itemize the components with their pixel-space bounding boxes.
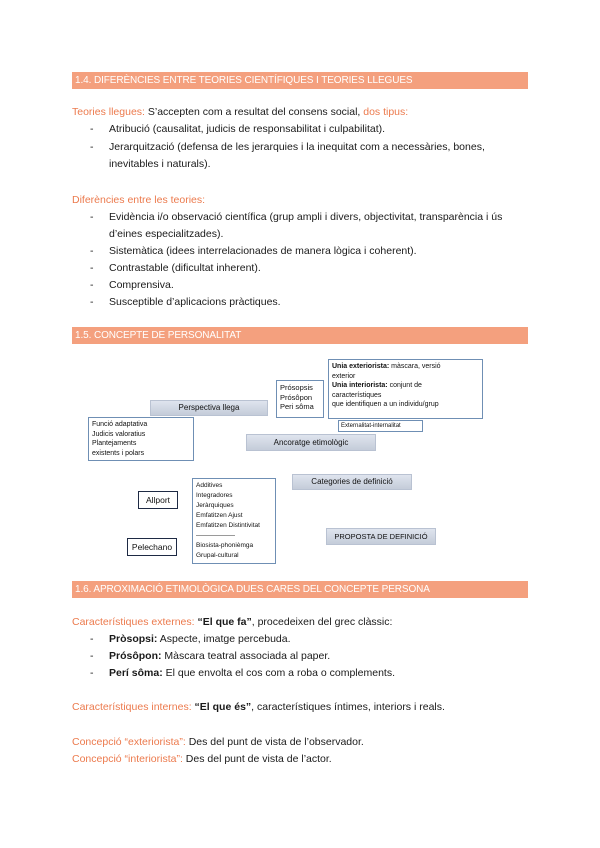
caract-externes-bold: “El que fa”	[194, 616, 252, 628]
unia-int-text: conjunt de	[387, 382, 422, 389]
list-item	[0, 294, 600, 311]
list-item-text: inevitables i naturals).	[109, 158, 211, 170]
additives-box	[192, 478, 276, 564]
list-item-text: Sistemàtica (idees interrelacionades de manera lògica i coherent).	[109, 245, 417, 257]
funcio-line: existents i polars	[92, 449, 145, 457]
additives-line: Biosista-phonièmga	[196, 542, 254, 549]
bullet-dash: -	[90, 245, 94, 257]
list-item-text: d’eines especialitzades).	[109, 228, 224, 240]
caract-externes-text: , procedeixen del grec clàssic:	[251, 616, 393, 628]
ext-int-box: Externalitat-internalitat	[338, 420, 423, 432]
concepcio-ext-label: Concepció “exteriorista”:	[72, 736, 186, 748]
unia-int-line	[332, 381, 479, 391]
list-item-text	[109, 648, 528, 665]
list-item-text	[109, 665, 528, 682]
caract-externes-line	[72, 614, 528, 631]
section-header-1-5: 1.5. CONCEPTE DE PERSONALITAT	[72, 327, 528, 344]
teories-llegues-label: Teories llegues:	[72, 106, 145, 118]
allport-box: Allport	[138, 491, 178, 509]
concepcio-ext-line	[72, 734, 528, 751]
caract-internes-text: , característiques íntimes, interiors i reals.	[251, 701, 445, 713]
unia-box	[328, 359, 483, 419]
proposta-box: PROPOSTA DE DEFINICIÓ	[326, 528, 436, 545]
unia-ext-line-2: exterior	[332, 372, 356, 380]
additives-line: Additives	[196, 482, 223, 489]
funcio-box	[88, 417, 194, 461]
unia-int-line-3: que identifiquen a un individu/grup	[332, 401, 439, 408]
concepcio-ext-text: Des del punt de vista de l’observador.	[185, 736, 364, 748]
unia-ext-line	[332, 362, 479, 372]
list-item	[0, 260, 600, 277]
funcio-line: Funció adaptativa	[92, 421, 148, 428]
dos-tipus: dos tipus:	[363, 106, 409, 118]
list-item	[0, 139, 600, 173]
list-item-text: Contrastable (dificultat inherent).	[109, 262, 261, 274]
bullet-dash: -	[90, 211, 94, 223]
bullet-dash: -	[90, 296, 94, 308]
unia-int-line-2: característiques	[332, 391, 382, 399]
term: Perí sôma:	[109, 667, 163, 679]
list-item-text	[109, 631, 528, 648]
additives-line: Emfatitzen Distintivitat	[196, 522, 260, 529]
term-prosopon: Prósôpon	[280, 392, 313, 402]
caract-externes-label: Característiques externes:	[72, 616, 195, 628]
categories-box: Categories de definició	[292, 474, 412, 490]
bullet-dash: -	[90, 123, 94, 135]
term-perisoma: Peri sôma	[280, 402, 314, 411]
concepcio-int-label: Concepció “interiorista”:	[72, 753, 183, 765]
diferencies-label: Diferències entre les teories:	[72, 194, 206, 206]
caract-internes-label: Característiques internes:	[72, 701, 192, 713]
section-header-1-6: 1.6. APROXIMACIÓ ETIMOLÒGICA DUES CARES DEL CONCEPTE PERSONA	[72, 581, 528, 598]
term: Pròsopsi:	[109, 633, 158, 645]
bullet-dash: -	[90, 262, 94, 274]
list-item-text: Susceptible d’aplicacions pràctiques.	[109, 296, 281, 308]
list-item-text: Evidència i/o observació científica (grup ampli i divers, objectivitat, transparència i ús	[109, 211, 503, 223]
bullet-dash: -	[90, 279, 94, 291]
bullet-dash: -	[90, 650, 94, 662]
funcio-line: Plantejaments	[92, 440, 137, 447]
concepcio-int-text: Des del punt de vista de l’actor.	[182, 753, 332, 765]
additives-line: Emfatitzen Ajust	[196, 512, 243, 519]
list-item	[0, 121, 600, 138]
list-item-text: Jerarquització (defensa de les jerarquies i la inequitat com a necessàries, bones,	[109, 141, 485, 153]
concepcio-int-line	[72, 751, 528, 768]
additives-line: ——————	[196, 532, 235, 539]
list-item	[0, 631, 600, 648]
bullet-dash: -	[90, 141, 94, 153]
unia-ext-text: màscara, versió	[389, 363, 441, 370]
list-item	[0, 665, 600, 682]
funcio-line: Judicis valoratius	[92, 430, 146, 438]
unia-ext-label: Unia exteriorista:	[332, 363, 390, 370]
term-text: El que envolta el cos com a roba o complements.	[162, 667, 395, 679]
term-prosopsis: Prósopsis	[280, 383, 313, 392]
unia-int-label: Unia interiorista:	[332, 382, 388, 389]
perspectiva-llega-box: Perspectiva llega	[150, 400, 268, 416]
teories-llegues-text: S’accepten com a resultat del consens social,	[144, 106, 364, 118]
caract-internes-line	[72, 699, 528, 716]
term-text: Aspecte, imatge percebuda.	[157, 633, 291, 645]
section-header-1-4: 1.4. DIFERÈNCIES ENTRE TEORIES CIENTÍFIQUES I TEORIES LLEGUES	[72, 72, 528, 89]
term-text: Màscara teatral associada al paper.	[161, 650, 331, 662]
pelechano-box: Pelechano	[127, 538, 177, 556]
list-item	[0, 277, 600, 294]
additives-line: Grupal-cultural	[196, 552, 239, 559]
ancoratge-box: Ancoratge etimològic	[246, 434, 376, 451]
caract-internes-bold: “El que és”	[191, 701, 252, 713]
additives-line: Integradores	[196, 492, 233, 499]
teories-llegues-line	[72, 104, 528, 121]
list-item	[0, 648, 600, 665]
list-item	[0, 243, 600, 260]
list-item-text: Comprensiva.	[109, 279, 174, 291]
additives-line: Jeràrquiques	[196, 502, 234, 509]
list-item-text: Atribució (causalitat, judicis de responsabilitat i culpabilitat).	[109, 123, 386, 135]
term: Prósôpon:	[109, 650, 162, 662]
bullet-dash: -	[90, 633, 94, 645]
list-item	[0, 209, 600, 243]
bullet-dash: -	[90, 667, 94, 679]
greek-terms-box	[276, 380, 324, 418]
